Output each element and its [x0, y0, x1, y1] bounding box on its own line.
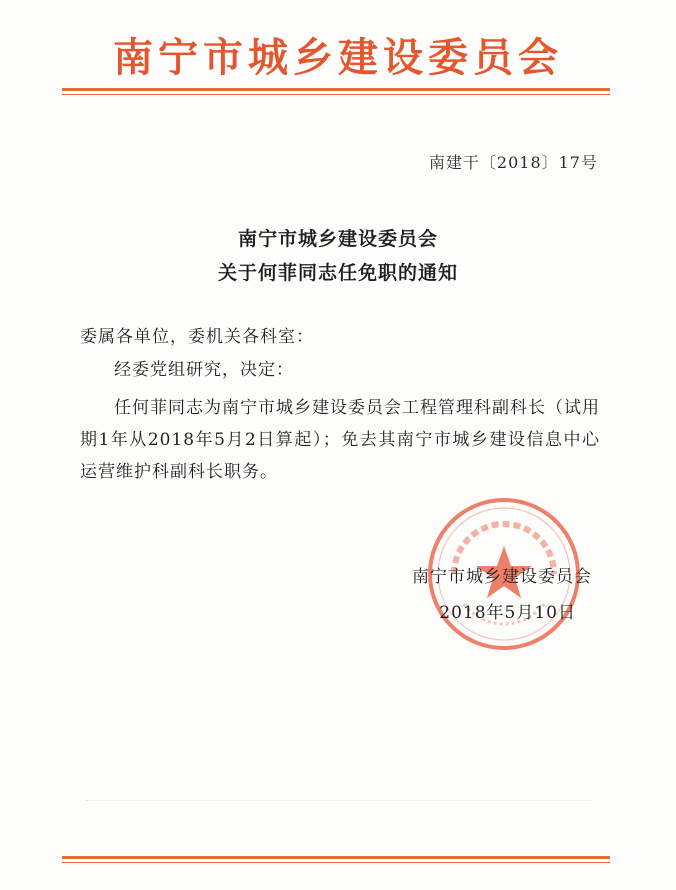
footer-rule-thick: [62, 856, 610, 859]
notice-title-line-2: 关于何菲同志任免职的通知: [217, 262, 458, 284]
letterhead-rule-thick: [62, 88, 610, 91]
body-paragraph-appointment: 任何菲同志为南宁市城乡建设委员会工程管理科副科长（试用期1年从2018年5月2日算起）；免去其南宁市城乡建设信息中心运营维护科副科长职务。: [80, 398, 600, 482]
bleed-through-line: [86, 800, 592, 801]
body-paragraph-decision: 经委党组研究，决定：: [114, 360, 294, 380]
issue-date: 2018年5月10日: [439, 603, 576, 623]
signer-organization: 南宁市城乡建设委员会: [412, 567, 592, 587]
letterhead-rule-thin: [62, 94, 610, 95]
footer-rule-thin: [62, 862, 610, 863]
salutation: 委属各单位，委机关各科室：: [80, 327, 314, 347]
letterhead-title: 南宁市城乡建设委员会: [113, 35, 563, 81]
document-number: 南建干〔2018〕17号: [428, 153, 598, 172]
notice-title-line-1: 南宁市城乡建设委员会: [237, 228, 438, 250]
